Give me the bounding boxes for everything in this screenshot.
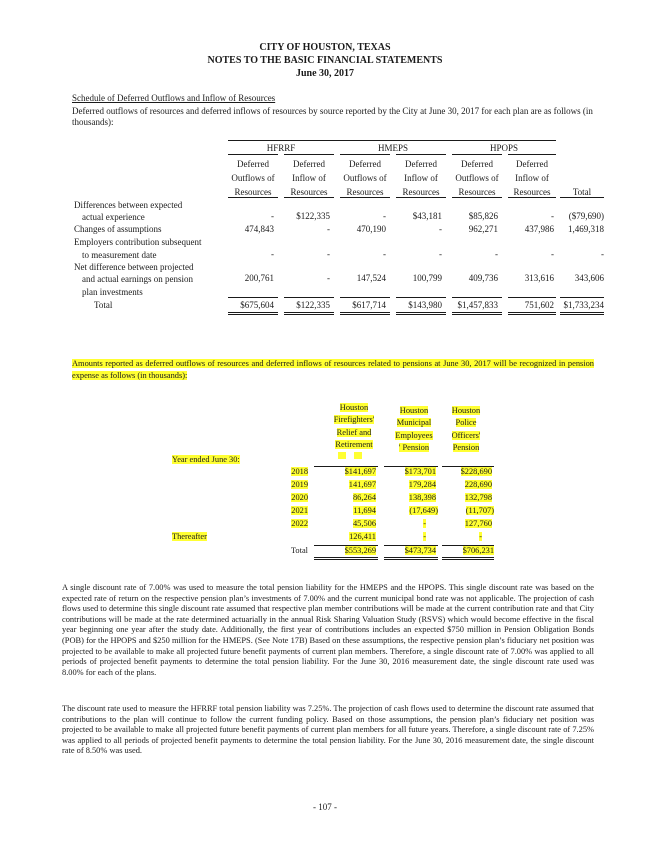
page-number: - 107 - [313, 802, 337, 812]
table-cell: $675,604 [240, 300, 274, 310]
col-header: Deferred Inflow of Resources [290, 159, 328, 197]
highlight-mark [338, 452, 346, 459]
amort-cell: - [423, 519, 426, 528]
amort-cell: - [479, 532, 482, 541]
amort-cell: 179,284 [408, 480, 436, 489]
amort-cell: $141,697 [344, 467, 376, 476]
amort-col-header: Houston Police Officers' Pension [451, 406, 481, 453]
table-cell: 470,190 [356, 223, 386, 234]
table-cell: - [383, 211, 386, 222]
table-cell: $143,980 [408, 300, 442, 310]
year-ended-label: Year ended June 30: [172, 455, 240, 464]
table-cell: $122,335 [296, 300, 330, 310]
amort-cell: 127,760 [464, 519, 492, 528]
group-header: HFRRF [266, 143, 296, 153]
table-cell: - [383, 248, 386, 259]
table-cell: - [495, 248, 498, 259]
table-cell: $617,714 [352, 300, 386, 310]
schedule-title: Schedule of Deferred Outflows and Inflow of Resources [72, 93, 276, 103]
amort-cell: - [423, 532, 426, 541]
amort-cell: $228,690 [460, 467, 492, 476]
amort-cell: 45,506 [352, 519, 376, 528]
table-cell: $1,733,234 [563, 300, 604, 310]
table-cell: 751,602 [524, 300, 554, 310]
row-label: Employers contribution subsequent to measurement date [74, 237, 202, 260]
table-cell: 200,761 [244, 273, 274, 284]
amort-cell: 126,411 [349, 532, 376, 541]
table-cell: ($79,690) [568, 211, 604, 222]
table-cell: 962,271 [468, 223, 498, 234]
year-label: 2022 [291, 519, 308, 528]
amort-col-header: Houston Municipal Employees ' Pension [395, 406, 433, 453]
discount-rate-paragraph-1: A single discount rate of 7.00% was used to measure the total pension liability for the HMEPS and the HPOPS. This single discount rate was based on the expected rate of return on the respective pension plan’s investments of 7.00% and the current municipal bond rate was not applicable. The projection of cash flows used to determine this single discount rate assumed that respective plan member contributions will be made at the current contribution rate and that City contributions will be made at the rate determined actuarially in the annual Risk Sharing Valuation Study (RSVS) which would become effective in the fiscal year beginning one year after the study date. Additionally, the first year of contributions includes an expected $750 million in Pension Obligation Bonds (POB) for the HPOPS and $250 million for the HMEPS. (See Note 17B) Based on these assumptions, the respective pension plan’s fiduciary net position was projected to be available to make all projected future benefit payments of current plan members. Therefore, a single discount rate of 7.00% was applied to all periods of projected benefit payments to determine the total pension liability. For the June 30, 2016 measurement date, the single discount rate used was 8.00% for each of the plans. [62, 583, 594, 677]
amort-cell: $706,231 [462, 546, 494, 555]
amort-cell: 138,398 [408, 493, 436, 502]
header-line-3: June 30, 2017 [295, 68, 355, 79]
table-cell: - [439, 248, 442, 259]
row-label: Net difference between projected and actual earnings on pension plan investments [74, 262, 194, 297]
amort-cell: 132,798 [464, 493, 492, 502]
amort-cell: 141,697 [348, 480, 376, 489]
amort-cell: 228,690 [464, 480, 492, 489]
col-header: Deferred Inflow of Resources [513, 159, 551, 197]
table-cell: 343,606 [574, 273, 604, 284]
table-cell: - [327, 248, 330, 259]
schedule-intro: Deferred outflows of resources and deferred inflows of resources by source reported by the City at June 30, 2017 for each plan are as follows (in thousands): [72, 106, 593, 127]
col-header: Deferred Outflows of Resources [343, 159, 387, 197]
table-cell: - [601, 248, 604, 259]
amort-cell: $173,701 [404, 467, 436, 476]
table-cell: 437,986 [524, 223, 554, 234]
table-cell: 409,736 [468, 273, 498, 284]
table-cell: 1,469,318 [568, 223, 604, 234]
header-line-2: NOTES TO THE BASIC FINANCIAL STATEMENTS [207, 55, 443, 66]
year-label: 2019 [291, 480, 308, 489]
group-header: HMEPS [377, 143, 408, 153]
year-label: 2021 [291, 506, 308, 515]
amort-cell: (11,707) [465, 506, 494, 515]
total-label: Total [94, 300, 113, 310]
row-label: Changes of assumptions [74, 223, 162, 234]
table-cell: - [271, 248, 274, 259]
highlight-mark [354, 452, 362, 459]
table-cell: - [271, 211, 274, 222]
table-cell: 147,524 [356, 273, 386, 284]
table-cell: 313,616 [524, 273, 554, 284]
col-header: Deferred Outflows of Resources [455, 159, 499, 197]
col-header: Deferred Inflow of Resources [402, 159, 440, 197]
table-cell: 100,799 [412, 273, 442, 284]
table-cell: - [551, 211, 554, 222]
header-line-1: CITY OF HOUSTON, TEXAS [259, 42, 391, 53]
table-cell: 474,843 [244, 223, 274, 234]
table-cell: - [439, 223, 442, 234]
row-label: Differences between expected actual experience [74, 200, 183, 223]
group-header: HPOPS [489, 143, 518, 153]
amort-col-header: Houston Firefighters' Relief and Retirement [333, 403, 375, 450]
amort-cell: (17,649) [409, 506, 438, 515]
amortization-intro: Amounts reported as deferred outflows of resources and deferred inflows of resources related to pensions at June 30, 2017 will be recognized in pension expense as follows (in thousands): [72, 359, 594, 380]
table-cell: $122,335 [296, 211, 330, 222]
table-cell: $43,181 [412, 211, 442, 222]
amort-cell: 86,264 [352, 493, 376, 502]
table-cell: - [327, 273, 330, 284]
table-cell: - [327, 223, 330, 234]
thereafter-label: Thereafter [172, 532, 207, 541]
col-header-total: Total [572, 187, 592, 197]
table-cell: $85,826 [468, 211, 498, 222]
discount-rate-paragraph-2: The discount rate used to measure the HFRRF total pension liability was 7.25%. The projection of cash flows used to determine the discount rate assumed that contributions to the plan will continue to follow the current funding policy. Based on those assumptions, the pension plan’s fiduciary net position was projected to be available to make all projected future benefit payments of current plan members for all future years. Therefore, a single discount rate of 7.25% was applied to all periods of projected benefit payments to determine the total pension liability. For the June 30, 2016 measurement date, the single discount rate of 8.50% was used. [62, 704, 594, 756]
year-label: 2018 [291, 467, 308, 476]
table-cell: - [551, 248, 554, 259]
amort-cell: $473,734 [404, 546, 436, 555]
amort-cell: 11,694 [353, 506, 376, 515]
col-header: Deferred Outflows of Resources [231, 159, 275, 197]
year-label: 2020 [291, 493, 308, 502]
amort-cell: $553,269 [344, 546, 376, 555]
table-cell: $1,457,833 [457, 300, 498, 310]
amort-total-label: Total [290, 546, 308, 555]
